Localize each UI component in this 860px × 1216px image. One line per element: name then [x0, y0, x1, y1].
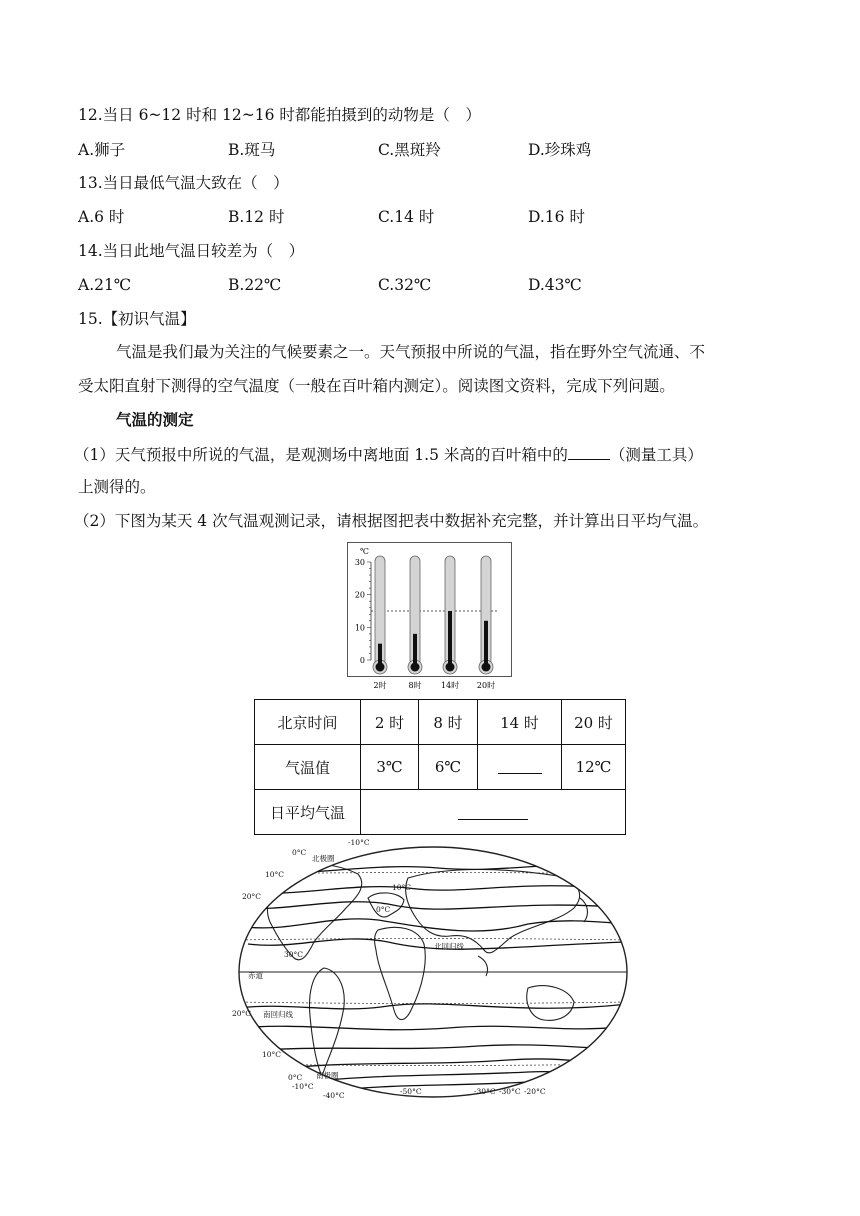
- q15-intro-line1: 气温是我们最为关注的气候要素之一。天气预报中所说的气温，指在野外空气流通、不: [116, 343, 706, 361]
- q12-option-c[interactable]: C.黑斑羚: [378, 141, 441, 159]
- temperature-table: [254, 699, 626, 835]
- answer-blank-average[interactable]: [458, 801, 528, 820]
- q15-heading: 15.【初识气温】: [78, 310, 196, 328]
- answer-blank-14h[interactable]: [498, 757, 542, 774]
- map-label: 10°C: [262, 1050, 282, 1059]
- map-label: -30°C: [499, 1087, 521, 1096]
- q13-option-d[interactable]: D.16 时: [528, 208, 585, 226]
- table-cell-blank[interactable]: [361, 790, 626, 835]
- map-label: 0°C: [288, 1073, 303, 1082]
- thermometer-mercury: [484, 621, 488, 666]
- q14-stem: 14.当日此地气温日较差为（ ）: [78, 242, 305, 260]
- q13-option-c[interactable]: C.14 时: [378, 208, 435, 226]
- world-isotherm-map: [228, 838, 638, 1100]
- table-cell: 14 时: [478, 700, 562, 745]
- table-cell: 8 时: [419, 700, 478, 745]
- table-cell: 北京时间: [255, 700, 361, 745]
- q13-option-b[interactable]: B.12 时: [228, 208, 285, 226]
- tick-label: 0: [359, 656, 365, 665]
- table-cell-blank[interactable]: [478, 745, 562, 790]
- tick-label: 30: [354, 558, 365, 567]
- map-label: 南极圈: [316, 1071, 339, 1080]
- map-label: 10°C: [265, 870, 285, 879]
- map-label: -40°C: [323, 1091, 345, 1100]
- table-cell: 2 时: [361, 700, 419, 745]
- q14-option-b[interactable]: B.22℃: [228, 276, 282, 294]
- q14-option-c[interactable]: C.32℃: [378, 276, 432, 294]
- table-row: [255, 700, 626, 745]
- map-label: -50°C: [400, 1087, 422, 1096]
- q14-option-d[interactable]: D.43℃: [528, 276, 582, 294]
- map-label: 0°C: [292, 848, 307, 857]
- map-label: -10°C: [292, 1082, 314, 1091]
- table-row: [255, 790, 626, 835]
- map-label: 北极圈: [312, 854, 335, 863]
- q13-stem: 13.当日最低气温大致在（ ）: [78, 174, 289, 192]
- map-label: 20°C: [232, 1009, 252, 1018]
- thermometer-mercury: [378, 644, 382, 666]
- thermometer-mercury: [448, 611, 452, 666]
- table-cell: 6℃: [419, 745, 478, 790]
- sub1-line2: 上测得的。: [78, 478, 156, 496]
- time-label: 8时: [408, 681, 422, 690]
- thermometer-mercury: [413, 634, 417, 666]
- sub1-text-b: （测量工具）: [609, 446, 703, 464]
- table-cell: 气温值: [255, 745, 361, 790]
- q13-option-a[interactable]: A.6 时: [78, 208, 125, 226]
- tick-label: 10: [354, 623, 365, 633]
- table-row: [255, 745, 626, 790]
- q12-stem: 12.当日 6~12 时和 12~16 时都能拍摄到的动物是（ ）: [78, 106, 481, 124]
- table-cell: 20 时: [562, 700, 626, 745]
- time-label: 2时: [373, 681, 387, 690]
- map-label: 10°C: [392, 883, 412, 892]
- q15-intro-line2: 受太阳直射下测得的空气温度（一般在百叶箱内测定）。阅读图文资料，完成下列问题。: [78, 377, 675, 395]
- sub1-text-a: （1）天气预报中所说的气温，是观测场中离地面 1.5 米高的百叶箱中的: [74, 446, 568, 464]
- unit-label: ℃: [360, 547, 369, 556]
- table-cell: 12℃: [562, 745, 626, 790]
- section-title: 气温的测定: [116, 410, 194, 429]
- map-label: 30°C: [284, 950, 304, 959]
- sub-question-2: （2）下图为某天 4 次气温观测记录，请根据图把表中数据补充完整，并计算出日平均气温。: [74, 512, 709, 530]
- map-label: 赤道: [248, 971, 263, 980]
- thermometer-chart: [347, 542, 512, 694]
- map-label: 北回归线: [434, 942, 464, 951]
- map-label: -30°C: [474, 1087, 496, 1096]
- table-cell: 3℃: [361, 745, 419, 790]
- map-label: 南回归线: [263, 1010, 293, 1019]
- answer-blank-tool[interactable]: [568, 443, 610, 460]
- map-label: -10°C: [348, 838, 370, 847]
- time-label: 14时: [440, 681, 460, 690]
- tick-label: 20: [354, 590, 365, 600]
- q12-option-a[interactable]: A.狮子: [78, 141, 126, 159]
- table-cell: 日平均气温: [255, 790, 361, 835]
- q14-option-a[interactable]: A.21℃: [78, 276, 132, 294]
- map-label: 0°C: [376, 905, 391, 914]
- map-label: 20°C: [242, 892, 262, 901]
- sub-question-1: [74, 443, 703, 465]
- q12-option-d[interactable]: D.珍珠鸡: [528, 141, 592, 159]
- time-label: 20时: [476, 681, 496, 690]
- map-label: -20°C: [524, 1087, 546, 1096]
- q12-option-b[interactable]: B.斑马: [228, 141, 276, 159]
